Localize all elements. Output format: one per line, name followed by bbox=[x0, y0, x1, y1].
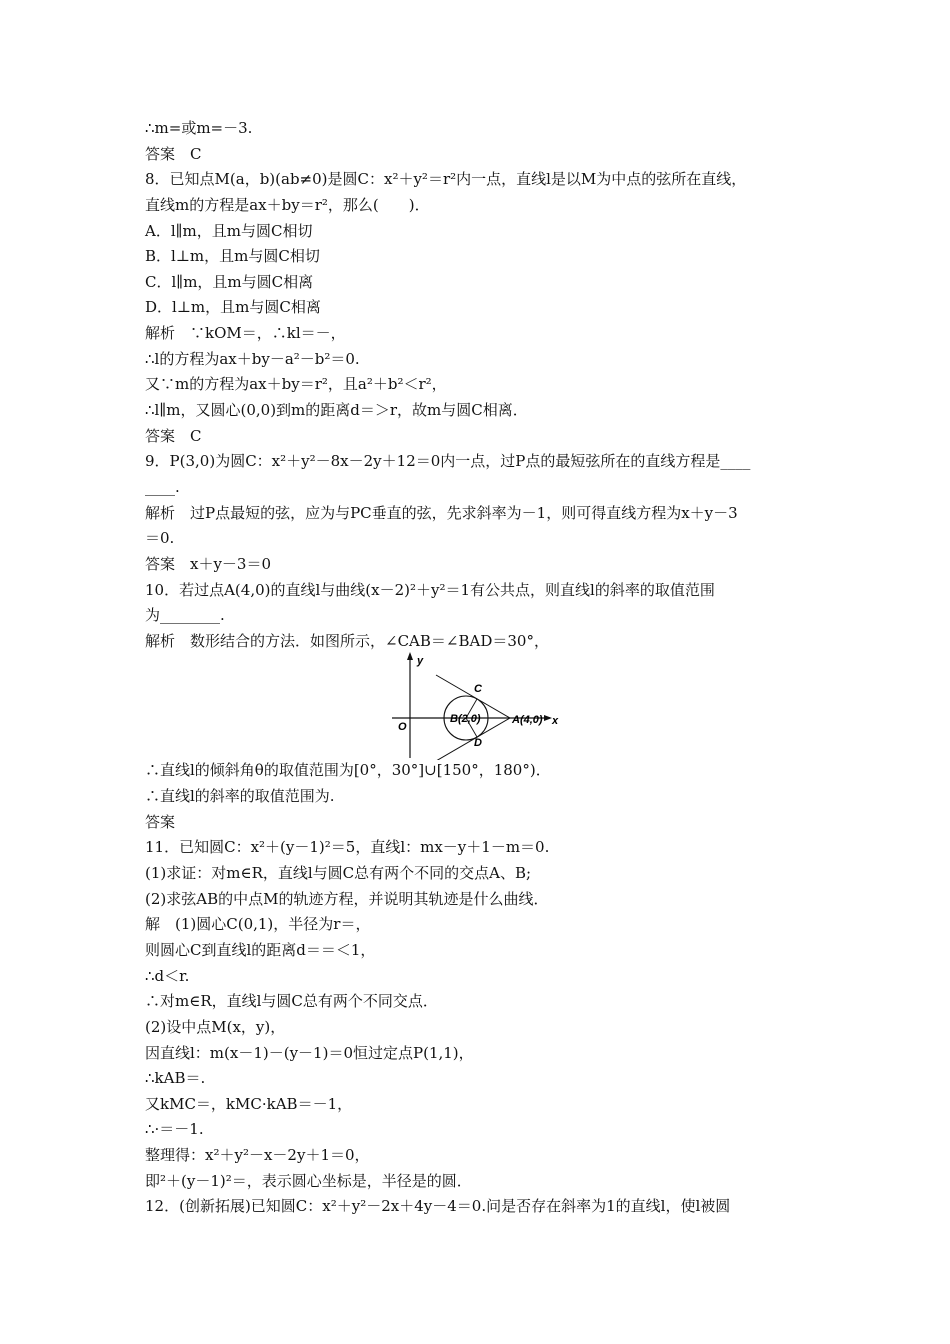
text-line: 8．已知点M(a，b)(ab≠0)是圆C：x²＋y²＝r²内一点，直线l是以M为中点的弦所在直线， bbox=[145, 170, 747, 189]
point-b-label: B(2,0) bbox=[450, 713, 481, 725]
text-line: ∴直线l的倾斜角θ的取值范围为[0°，30°]∪[150°，180°)． bbox=[145, 761, 551, 780]
text-line: 为________. bbox=[145, 606, 225, 625]
text-line: 又kMC＝，kMC·kAB＝－1， bbox=[145, 1094, 353, 1113]
text-line: (2)求弦AB的中点M的轨迹方程，并说明其轨迹是什么曲线． bbox=[145, 889, 549, 908]
text-line: ∴m=或m=－3. bbox=[145, 119, 253, 137]
point-d-label: D bbox=[474, 737, 482, 749]
text-line: A．l∥m，且m与圆C相切 bbox=[145, 221, 313, 240]
tangent-circle-figure bbox=[388, 652, 570, 760]
text-line: 解析 过P点最短的弦，应为与PC垂直的弦，先求斜率为－1，则可得直线方程为x＋y－3 bbox=[145, 503, 738, 522]
text-line: 直线m的方程是ax＋by＝r²，那么( )． bbox=[145, 195, 430, 214]
point-a-label: A(4,0) bbox=[512, 714, 543, 726]
tangent-line-ac bbox=[436, 675, 510, 718]
x-axis-label: x bbox=[552, 715, 559, 727]
text-line: B．l⊥m，且m与圆C相切 bbox=[145, 247, 320, 266]
text-line: (2)设中点M(x，y)， bbox=[145, 1017, 286, 1036]
text-line: (1)求证：对m∈R，直线l与圆C总有两个不同的交点A、B; bbox=[145, 864, 532, 883]
text-line: ∴l的方程为ax＋by－a²－b²＝0. bbox=[145, 349, 360, 368]
text-line: 整理得：x²＋y²－x－2y＋1＝0， bbox=[145, 1146, 370, 1165]
text-line: 则圆心C到直线l的距离d＝＝＜1， bbox=[145, 940, 376, 959]
text-line: 11．已知圆C：x²＋(y－1)²＝5，直线l：mx－y＋1－m＝0. bbox=[145, 838, 550, 857]
text-line: ∴d＜r. bbox=[145, 966, 190, 985]
text-line: ____. bbox=[145, 477, 180, 496]
text-line: ＝0. bbox=[145, 529, 175, 548]
x-axis-arrow bbox=[544, 715, 552, 721]
text-line: 10．若过点A(4,0)的直线l与曲线(x－2)²＋y²＝1有公共点，则直线l的斜率的取值范围 bbox=[145, 580, 715, 599]
y-axis-arrow bbox=[407, 652, 413, 660]
text-line: 12．(创新拓展)已知圆C：x²＋y²－2x＋4y－4＝0.问是否存在斜率为1的直线l，使l被圆 bbox=[145, 1197, 731, 1216]
figure-svg bbox=[388, 652, 570, 760]
text-line: D．l⊥m，且m与圆C相离 bbox=[145, 298, 321, 317]
text-line: C．l∥m，且m与圆C相离 bbox=[145, 272, 314, 291]
text-line: 即²＋(y－1)²＝，表示圆心坐标是，半径是的圆． bbox=[145, 1171, 472, 1190]
text-line: 解析 ∵kOM＝，∴kl＝－， bbox=[145, 324, 346, 343]
text-line: 解 (1)圆心C(0,1)，半径为r＝， bbox=[145, 915, 371, 934]
text-line: ∴对m∈R，直线l与圆C总有两个不同交点． bbox=[145, 992, 438, 1011]
point-c-label: C bbox=[474, 683, 482, 695]
text-line: 答案 C bbox=[145, 426, 202, 445]
text-line: 答案 x＋y－3＝0 bbox=[145, 554, 272, 573]
text-line: 答案 C bbox=[145, 144, 202, 163]
y-axis-label: y bbox=[417, 655, 424, 667]
text-line: ∴·＝－1. bbox=[145, 1120, 204, 1139]
text-line: 因直线l：m(x－1)－(y－1)＝0恒过定点P(1,1)， bbox=[145, 1043, 474, 1062]
text-line: 又∵m的方程为ax＋by＝r²，且a²＋b²＜r²， bbox=[145, 375, 447, 394]
text-line: ∴直线l的斜率的取值范围为. bbox=[145, 787, 335, 806]
text-line: ∴l∥m，又圆心(0,0)到m的距离d＝＞r，故m与圆C相离． bbox=[145, 401, 528, 420]
text-line: ∴kAB＝. bbox=[145, 1069, 206, 1088]
origin-label: O bbox=[398, 721, 407, 733]
text-line: 解析 数形结合的方法．如图所示，∠CAB＝∠BAD＝30°， bbox=[145, 631, 549, 650]
text-line: 9．P(3,0)为圆C：x²＋y²－8x－2y＋12＝0内一点，过P点的最短弦所在的直线方程是____ bbox=[145, 452, 751, 471]
text-line: 答案 bbox=[145, 812, 176, 831]
